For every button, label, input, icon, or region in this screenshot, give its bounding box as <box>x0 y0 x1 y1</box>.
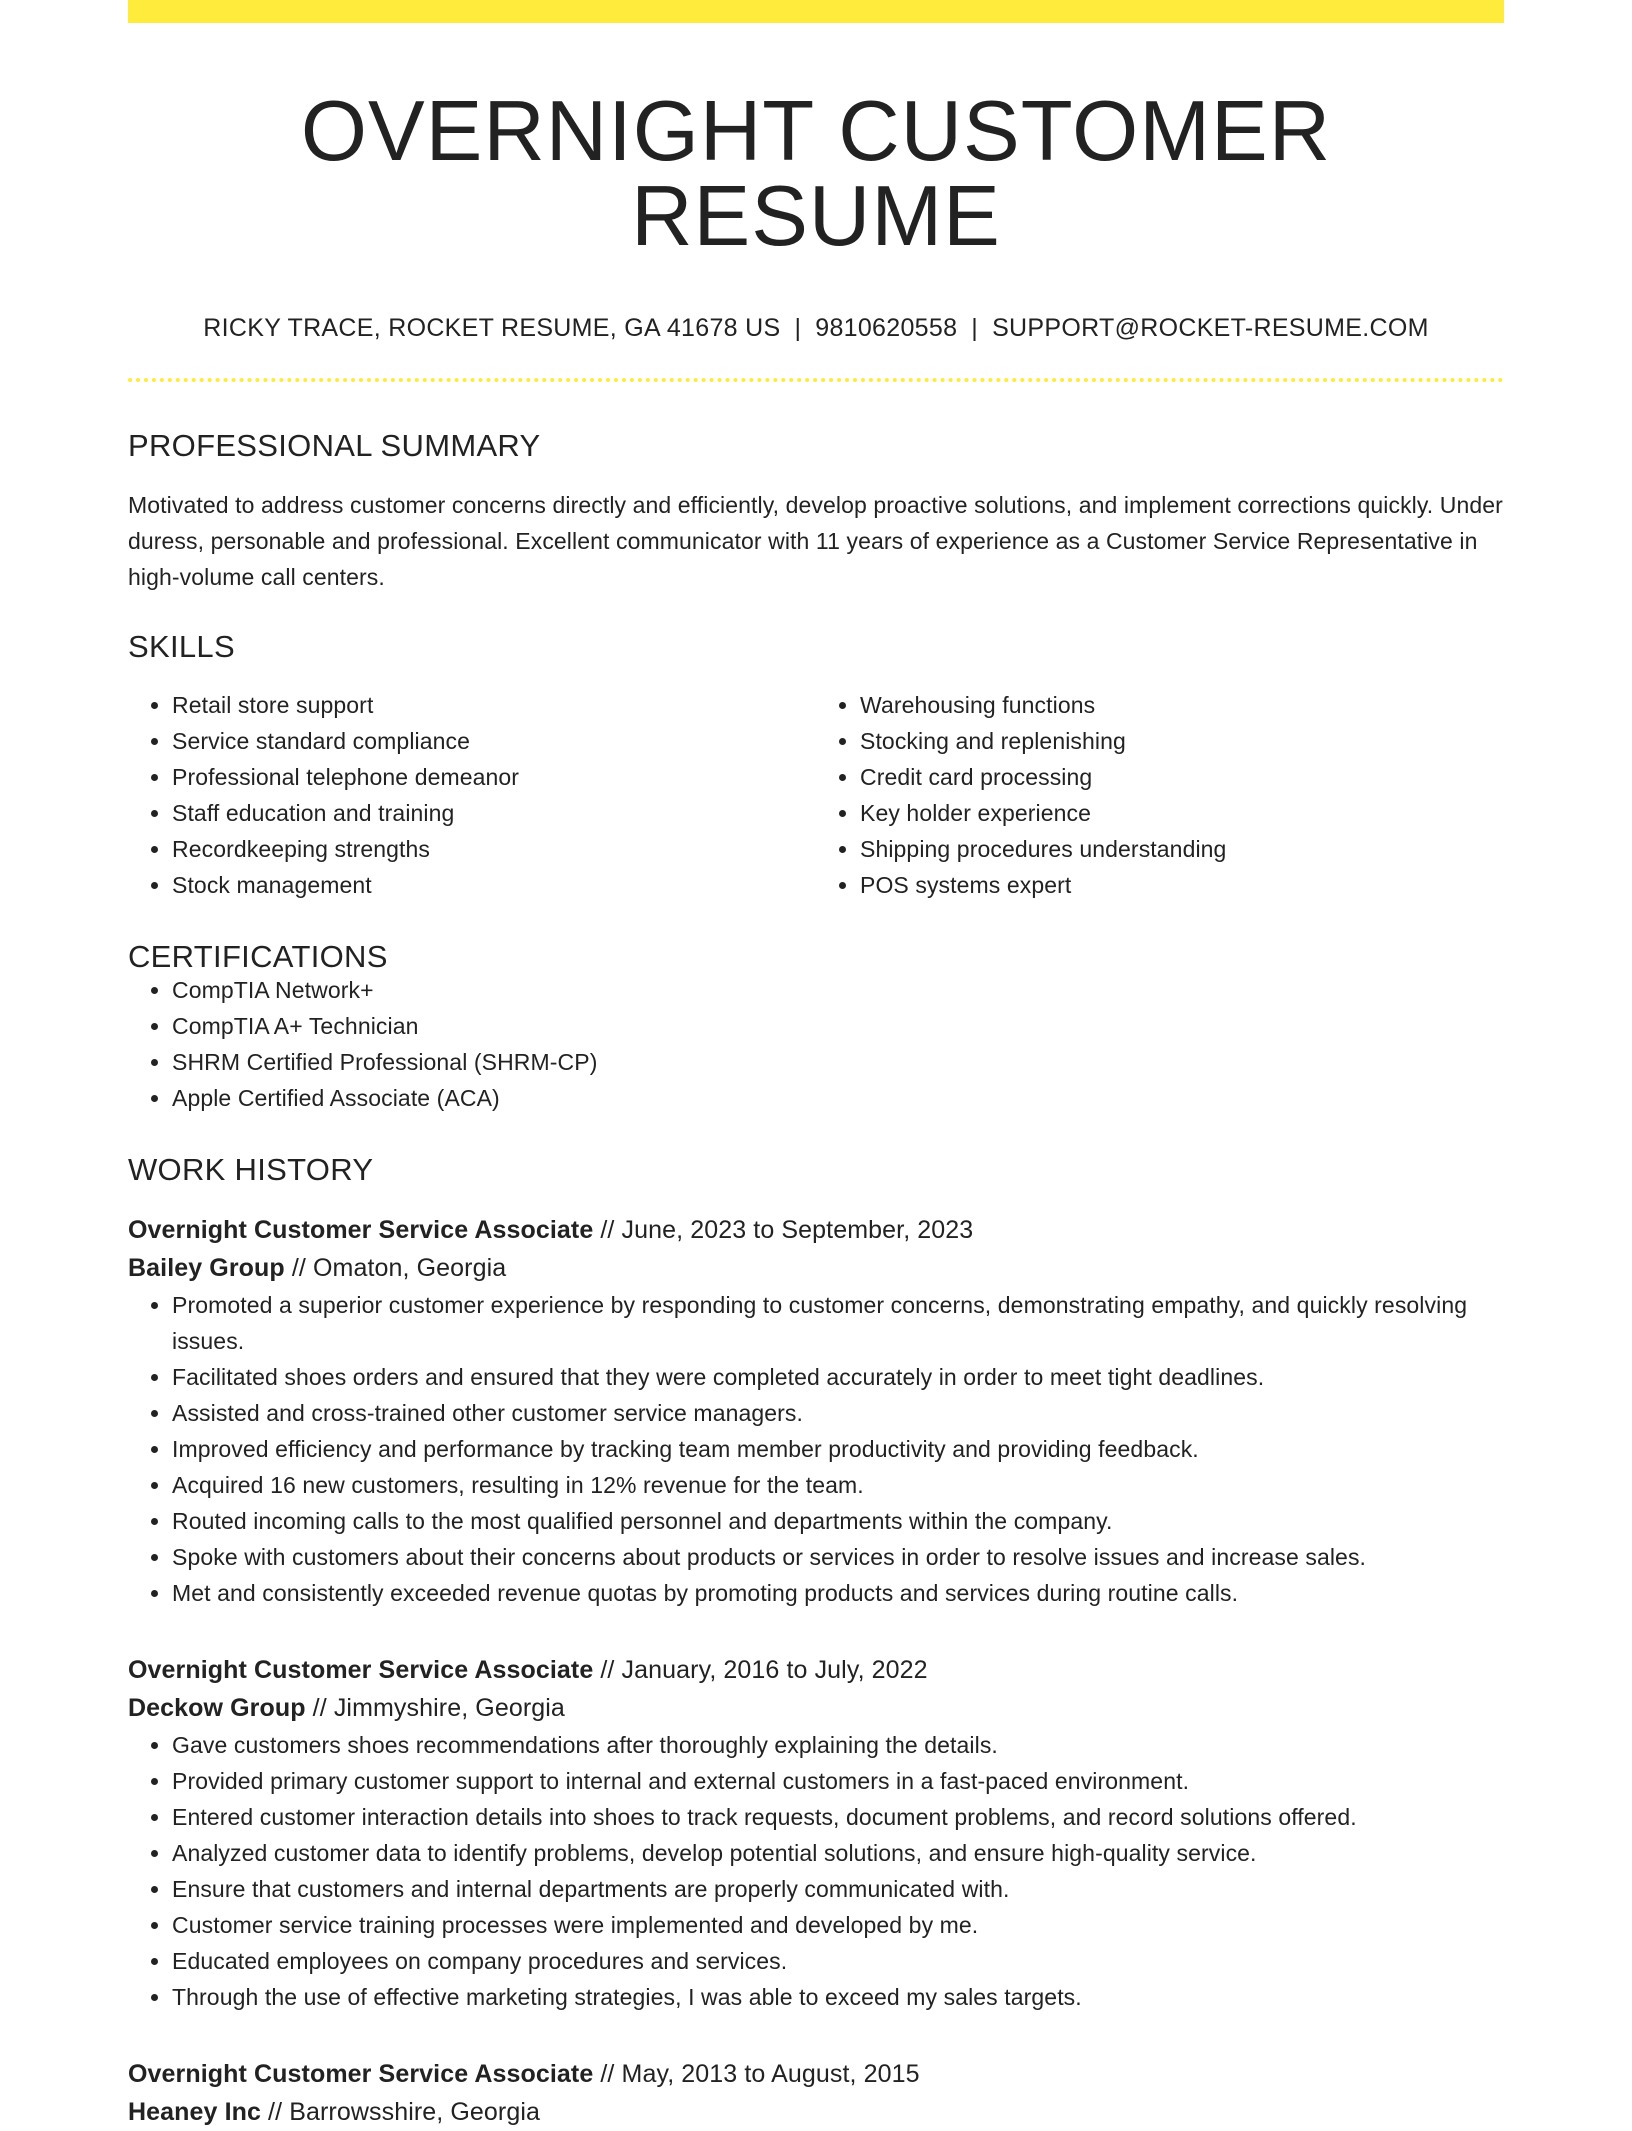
job-entry <box>128 2055 1504 2131</box>
skills-heading: SKILLS <box>128 629 235 664</box>
job-bullet: • Through the use of effective marketing strategies, I was able to exceed my sales targets. <box>172 1979 1504 2015</box>
job-bullet: • Met and consistently exceeded revenue quotas by promoting products and services during routine calls. <box>172 1575 1504 1611</box>
job-location: Barrowsshire, Georgia <box>289 2098 541 2126</box>
skill-item: • Stock management <box>172 867 816 903</box>
skill-item: • Service standard compliance <box>172 723 816 759</box>
job-bullet: • Assisted and cross-trained other customer service managers. <box>172 1395 1504 1431</box>
job-title-line <box>128 1211 1504 1249</box>
job-separator: // <box>284 1254 313 1282</box>
skill-item: • Credit card processing <box>860 759 1504 795</box>
contact-separator: | <box>971 314 979 342</box>
job-entry <box>128 1211 1504 1611</box>
certification-item: • SHRM Certified Professional (SHRM-CP) <box>172 1044 1504 1080</box>
skills-columns <box>128 687 1504 903</box>
skills-list-left <box>128 687 816 903</box>
job-location: Omaton, Georgia <box>312 1254 507 1282</box>
resume-title: OVERNIGHT CUSTOMER RESUME <box>300 84 1332 264</box>
certifications-list <box>128 972 1504 1116</box>
job-title: Overnight Customer Service Associate <box>128 1216 594 1244</box>
job-company: Bailey Group <box>128 1254 285 1282</box>
job-entry <box>128 1651 1504 2015</box>
job-bullet: • Improved efficiency and performance by tracking team member productivity and providing feedback. <box>172 1431 1504 1467</box>
work-history-list <box>128 1211 1504 2131</box>
job-separator: // <box>593 1216 622 1244</box>
summary-heading: PROFESSIONAL SUMMARY <box>128 428 541 463</box>
job-company: Heaney Inc <box>128 2098 262 2126</box>
certifications-heading: CERTIFICATIONS <box>128 939 388 974</box>
skill-item: • Retail store support <box>172 687 816 723</box>
contact-address: RICKY TRACE, ROCKET RESUME, GA 41678 US <box>203 314 781 342</box>
contact-email: SUPPORT@ROCKET-RESUME.COM <box>992 314 1429 342</box>
job-bullet: • Spoke with customers about their concerns about products or services in order to resolve issues and increase sales. <box>172 1539 1504 1575</box>
skill-item: • Recordkeeping strengths <box>172 831 816 867</box>
job-company-line <box>128 2093 1504 2131</box>
skill-item: • POS systems expert <box>860 867 1504 903</box>
job-bullet: • Gave customers shoes recommendations after thoroughly explaining the details. <box>172 1727 1504 1763</box>
job-title-line <box>128 1651 1504 1689</box>
skill-item: • Warehousing functions <box>860 687 1504 723</box>
job-bullet: • Ensure that customers and internal departments are properly communicated with. <box>172 1871 1504 1907</box>
job-title: Overnight Customer Service Associate <box>128 1656 594 1684</box>
skill-item: • Stocking and replenishing <box>860 723 1504 759</box>
job-title-line <box>128 2055 1504 2093</box>
job-bullet: • Educated employees on company procedures and services. <box>172 1943 1504 1979</box>
skill-item: • Staff education and training <box>172 795 816 831</box>
summary-text: Motivated to address customer concerns directly and efficiently, develop proactive solutions, and implement corrections quickly. Under duress, personable and professional. Excellent communicator with 11 years of experience as a Customer Service Representative in high-volume call centers. <box>128 492 1503 590</box>
job-bullet: • Customer service training processes were implemented and developed by me. <box>172 1907 1504 1943</box>
job-company: Deckow Group <box>128 1694 306 1722</box>
job-separator: // <box>305 1694 334 1722</box>
job-bullet: • Facilitated shoes orders and ensured that they were completed accurately in order to meet tight deadlines. <box>172 1359 1504 1395</box>
job-dates: January, 2016 to July, 2022 <box>621 1656 928 1684</box>
contact-separator: | <box>794 314 802 342</box>
dotted-divider <box>128 378 1504 382</box>
skill-item: • Shipping procedures understanding <box>860 831 1504 867</box>
job-bullet: • Provided primary customer support to internal and external customers in a fast-paced environment. <box>172 1763 1504 1799</box>
job-separator: // <box>593 2060 622 2088</box>
skills-list-right <box>816 687 1504 903</box>
job-company-line <box>128 1249 1504 1287</box>
resume-page <box>128 0 1504 2126</box>
skill-item: • Key holder experience <box>860 795 1504 831</box>
job-bullet-list <box>128 1727 1504 2015</box>
job-bullet: • Analyzed customer data to identify problems, develop potential solutions, and ensure high-quality service. <box>172 1835 1504 1871</box>
skill-item: • Professional telephone demeanor <box>172 759 816 795</box>
job-bullet: • Entered customer interaction details into shoes to track requests, document problems, and record solutions offered. <box>172 1799 1504 1835</box>
job-separator: // <box>593 1656 622 1684</box>
certification-item: • Apple Certified Associate (ACA) <box>172 1080 1504 1116</box>
job-dates: May, 2013 to August, 2015 <box>621 2060 920 2088</box>
top-accent-bar <box>128 0 1504 23</box>
job-bullet: • Routed incoming calls to the most qualified personnel and departments within the company. <box>172 1503 1504 1539</box>
job-dates: June, 2023 to September, 2023 <box>621 1216 974 1244</box>
job-bullet: • Promoted a superior customer experience by responding to customer concerns, demonstrating empathy, and quickly resolving issues. <box>172 1287 1504 1359</box>
job-separator: // <box>261 2098 290 2126</box>
job-title: Overnight Customer Service Associate <box>128 2060 594 2088</box>
job-location: Jimmyshire, Georgia <box>333 1694 565 1722</box>
certification-item: • CompTIA Network+ <box>172 972 1504 1008</box>
work-history-heading: WORK HISTORY <box>128 1152 374 1187</box>
job-company-line <box>128 1689 1504 1727</box>
certification-item: • CompTIA A+ Technician <box>172 1008 1504 1044</box>
job-bullet-list <box>128 1287 1504 1611</box>
contact-phone: 9810620558 <box>815 314 958 342</box>
job-bullet: • Acquired 16 new customers, resulting in 12% revenue for the team. <box>172 1467 1504 1503</box>
contact-line <box>128 316 1504 341</box>
